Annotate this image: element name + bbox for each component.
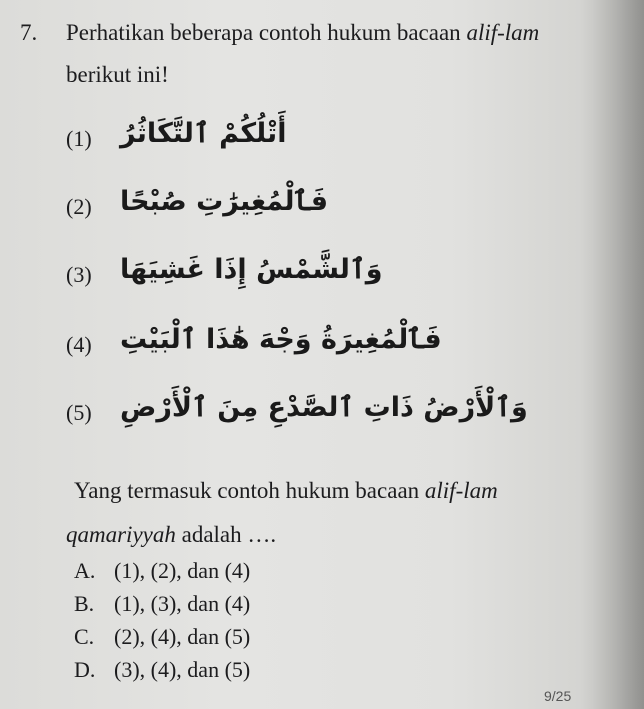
example-label-2: (2) [66, 194, 92, 219]
example-label-4: (4) [66, 332, 92, 357]
option-d-text[interactable]: (3), (4), dan (5) [114, 657, 251, 682]
example-arabic-1: أَتْلُكُمْ ٱلتَّكَاثُرُ [120, 118, 287, 149]
stem-line-1 [74, 478, 498, 504]
option-c-text[interactable]: (2), (4), dan (5) [114, 624, 251, 649]
example-label-3: (3) [66, 262, 92, 287]
example-arabic-3: وَٱلشَّمْسُ إِذَا غَشِيَهَا [120, 254, 383, 285]
question-line-2: berikut ini! [66, 62, 169, 87]
book-spine-shadow [580, 0, 644, 709]
example-arabic-2: فَٱلْمُغِيرَٰتِ صُبْحًا [120, 186, 329, 217]
stem-suffix: adalah …. [175, 522, 277, 547]
example-label-1: (1) [66, 126, 92, 151]
stem-line-2 [66, 522, 276, 548]
option-b-letter[interactable]: B. [74, 591, 95, 616]
question-line-1 [66, 20, 539, 46]
example-arabic-5: وَٱلْأَرْضُ ذَاتِ ٱلصَّدْعِ مِنَ ٱلْأَرْضِ [120, 392, 528, 423]
example-arabic-4: فَٱلْمُغِيرَةُ وَجْهَ هَٰذَا ٱلْبَيْتِ [120, 324, 442, 355]
option-a-text[interactable]: (1), (2), dan (4) [114, 558, 251, 583]
question-text: Perhatikan beberapa contoh hukum bacaan [66, 20, 467, 45]
example-label-5: (5) [66, 400, 92, 425]
option-a-letter[interactable]: A. [74, 558, 96, 583]
stem-term-qamariyyah: qamariyyah [66, 522, 176, 547]
question-term-alif-lam: alif-lam [466, 20, 540, 45]
stem-term-alif-lam: alif-lam [424, 478, 498, 503]
question-number: 7. [20, 20, 38, 45]
option-b-text[interactable]: (1), (3), dan (4) [114, 591, 251, 616]
page-mark: 9/25 [544, 688, 572, 704]
option-c-letter[interactable]: C. [74, 624, 95, 649]
stem-text: Yang termasuk contoh hukum bacaan [74, 478, 425, 503]
option-d-letter[interactable]: D. [74, 657, 96, 682]
